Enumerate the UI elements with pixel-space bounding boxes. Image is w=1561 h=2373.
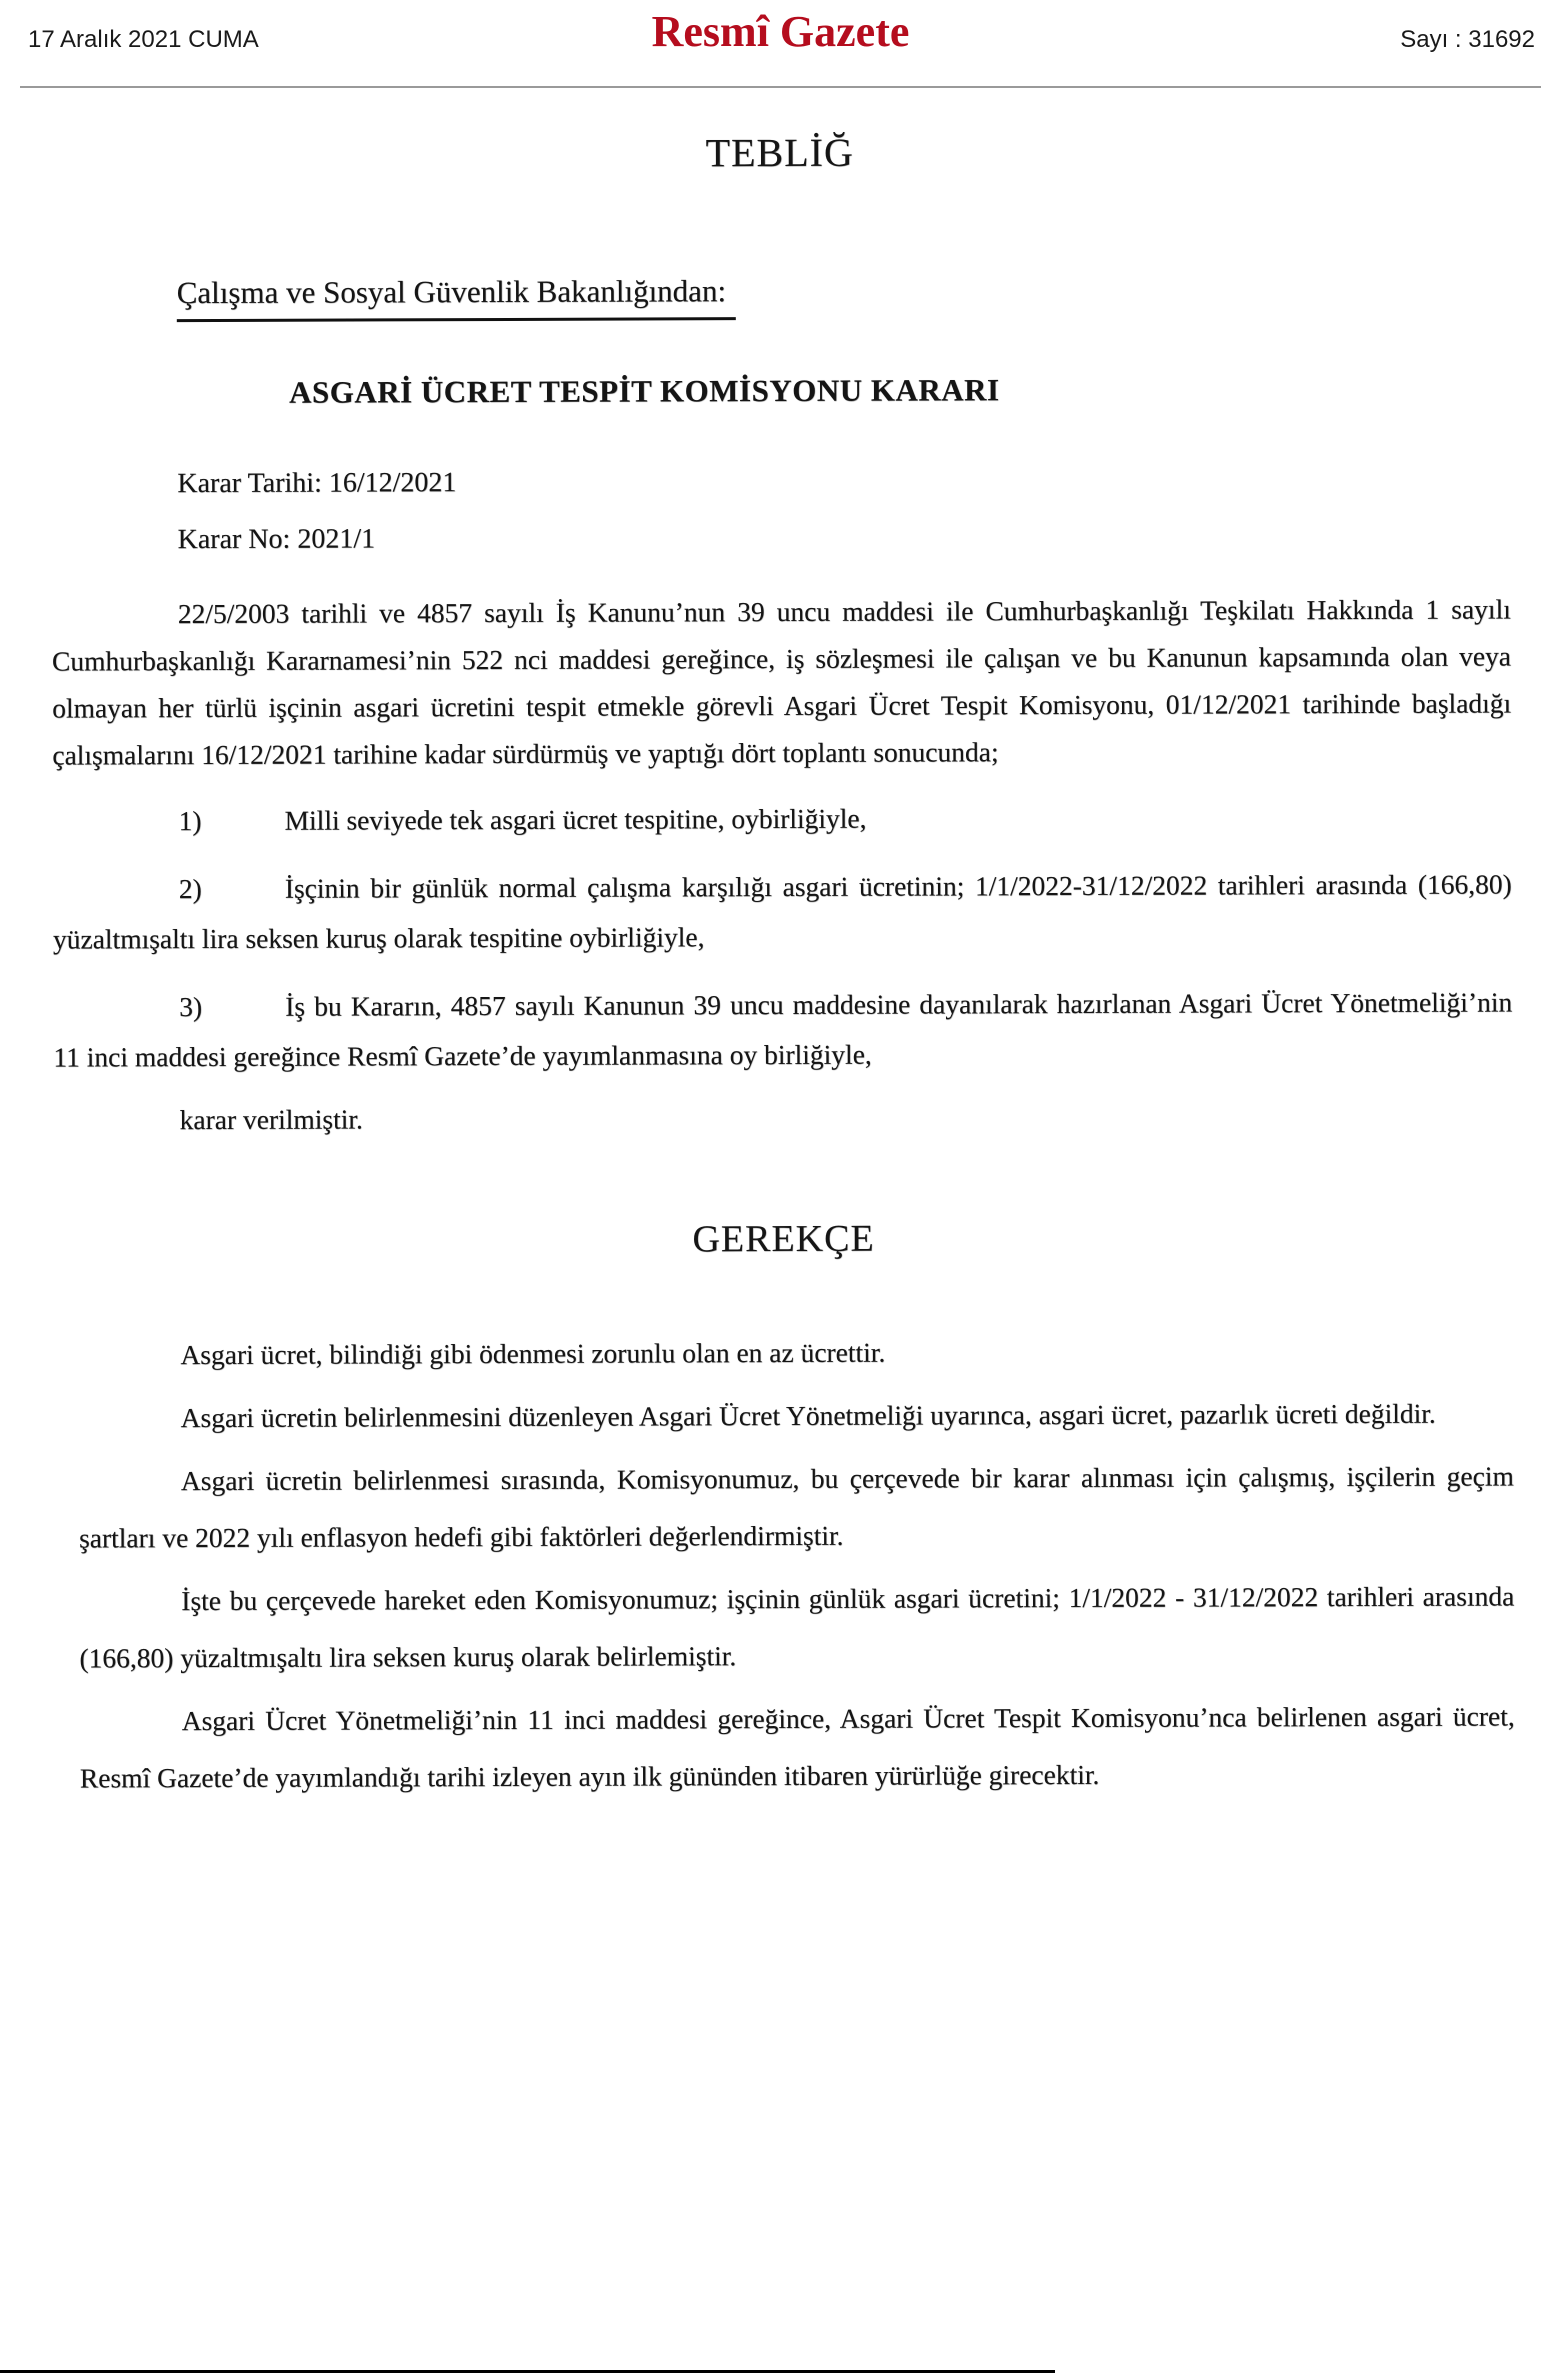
intro-paragraph: 22/5/2003 tarihli ve 4857 sayılı İş Kanunu’nun 39 uncu maddesi ile Cumhurbaşkanlığı Teşkilatı Hakkında 1 sayılı Cumhurbaşkanlığı Kararnamesi’nin 522 nci maddesi gereğince, iş sözleşmesi ile çalışan ve bu Kanunun kapsamında olan veya olmayan her türlü işçinin asgari ücretini tespit etmekle görevli Asgari Ücret Tespit Komisyonu, 01/12/2021 tarihinde başladığı çalışmalarını 16/12/2021 tarihine kadar sürdürmüş ve yaptığı dört toplantı sonucunda; <box>51 593 1512 771</box>
decision-item-text: İşçinin bir günlük normal çalışma karşılığı asgari ücretinin; 1/1/2022-31/12/2022 tarihleri arasında (166,80) yüzaltmışaltı lira seksen kuruş olarak tespitine oybirliğiyle, <box>52 868 1512 955</box>
closing-line: karar verilmiştir. <box>179 1103 363 1136</box>
decision-item-number: 3) <box>179 991 203 1023</box>
issue-number: Sayı : 31692 <box>1400 26 1535 53</box>
ministry-line-wrap <box>177 269 1510 322</box>
decision-item-text: İş bu Kararın, 4857 sayılı Kanunun 39 uncu maddesine dayanılarak hazırlanan Asgari Ücret Yönetmeliği’nin 11 inci maddesi gereğince Resmî Gazete’de yayımlanmasına oy birliğiyle, <box>53 986 1513 1073</box>
decision-item <box>53 977 1512 1082</box>
ministry-line: Çalışma ve Sosyal Güvenlik Bakanlığından: <box>177 272 736 322</box>
rationale-heading: GEREKÇE <box>692 1217 875 1261</box>
rationale-paragraph: Asgari ücretin belirlenmesini düzenleyen Asgari Ücret Yönetmeliği uyarınca, asgari ücret, pazarlık ücreti değildir. <box>180 1397 1436 1434</box>
decision-date: Karar Tarihi: 16/12/2021 <box>177 467 457 500</box>
decision-title: ASGARİ ÜCRET TESPİT KOMİSYONU KARARI <box>288 372 1000 410</box>
document-body <box>0 85 1561 1812</box>
decision-item <box>52 791 1511 846</box>
decision-item-number: 1) <box>178 805 202 837</box>
rationale-paragraph: Asgari ücretin belirlenmesi sırasında, Komisyonumuz, bu çerçevede bir karar alınması için çalışmış, işçilerin geçim şartları ve 2022 yılı enflasyon hedefi gibi faktörleri değerlendirmiştir. <box>79 1460 1514 1554</box>
section-heading-teblig: TEBLİĞ <box>705 129 854 176</box>
rationale-paragraph: İşte bu çerçevede hareket eden Komisyonumuz; işçinin günlük asgari ücretini; 1/1/2022 - 31/12/2022 tarihleri arasında (166,80) yüzaltmışaltı lira seksen kuruş olarak belirlemiştir. <box>79 1580 1515 1674</box>
publication-date: 17 Aralık 2021 CUMA <box>28 26 259 53</box>
decision-item-text: Milli seviyede tek asgari ücret tespitine, oybirliğiyle, <box>284 802 867 836</box>
rationale-paragraph: Asgari ücret, bilindiği gibi ödenmesi zorunlu olan en az ücrettir. <box>180 1336 886 1371</box>
rationale-section <box>78 1321 1515 1806</box>
rationale-paragraph: Asgari Ücret Yönetmeliği’nin 11 inci maddesi gereğince, Asgari Ücret Tespit Komisyonu’nca belirlenen asgari ücret, Resmî Gazete’de yayımlandığı tarihi izleyen ayın ilk gününden itibaren yürürlüğe girecektir. <box>79 1700 1515 1794</box>
decision-item <box>53 859 1512 964</box>
decision-number: Karar No: 2021/1 <box>177 523 376 556</box>
decision-item-number: 2) <box>178 873 202 905</box>
gazette-title: Resmî Gazete <box>651 7 910 56</box>
